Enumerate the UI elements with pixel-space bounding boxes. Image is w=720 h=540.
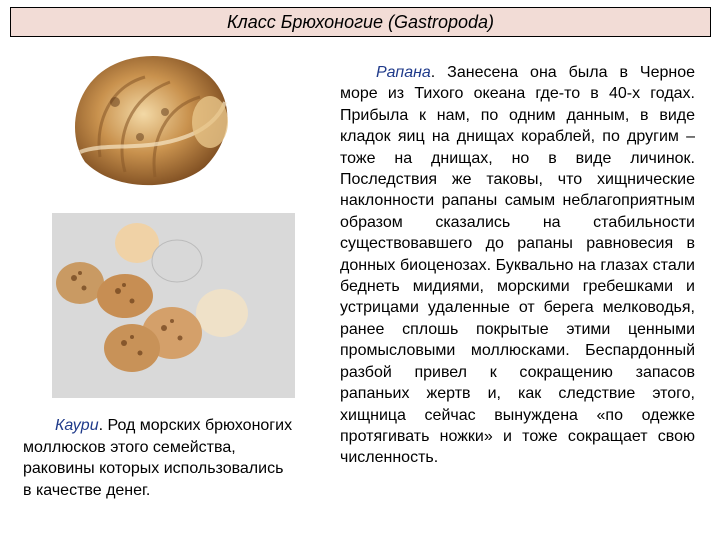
- rapana-shell-photo: [55, 42, 245, 202]
- cowrie-body: . Род морских брюхоногих моллюсков этого семейства, раковины которых использовались в качестве денег.: [23, 417, 293, 499]
- cowrie-term: Каури: [55, 417, 99, 434]
- cowrie-shells-photo: [52, 213, 295, 398]
- slide-title: Класс Брюхоногие (Gastropoda): [226, 11, 495, 32]
- rapana-body: . Занесена она была в Черное море из Тихого океана где-то в 40-х годах. Прибыла к нам, по одним данным, в виде кладок яиц на днищах кораблей, по другим – тоже на днищах, но в виде личинок. Последствия же таковы, что хищнические наклонности рапаны самым неблагоприятным образом сказались на стабильности существовавшего до рапаны равновесия в донных биоценозах. Буквально на глазах стали беднеть мидиями, морскими гребешками и устрицами удаленные от берега мелководья, ранее сплошь покрытые этими ценными промысловыми моллюсками. Беспардонный разбой привел к сокращению запасов рапаньих жертв и, как следствие этого, хищница сейчас вынуждена «по одежке протягивать ножки» и тоже сокращает свою численность.: [340, 64, 695, 467]
- rapana-term: Рапана: [376, 64, 431, 81]
- slide-title-box: [10, 7, 711, 37]
- rapana-description: [340, 62, 695, 469]
- cowrie-description: [23, 415, 293, 501]
